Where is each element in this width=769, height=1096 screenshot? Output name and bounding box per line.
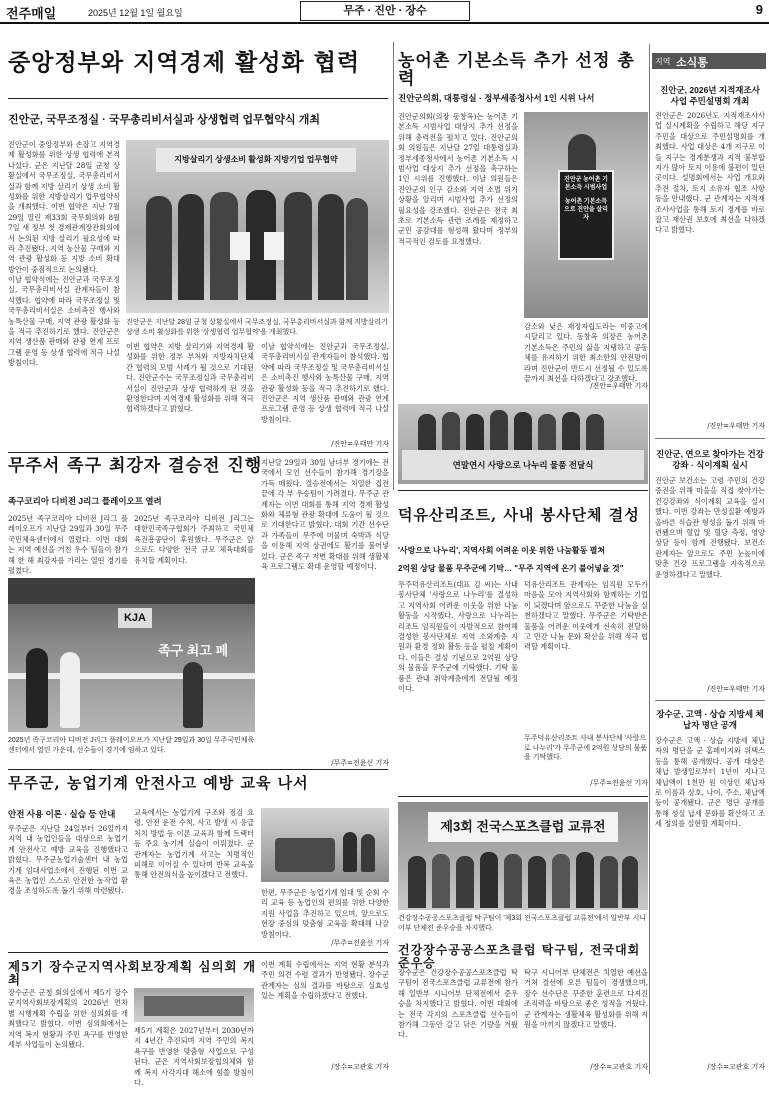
sidebar-tag: 지역 (655, 57, 671, 66)
sports-club-photo (398, 802, 648, 910)
safety-subhead: 안전 사용 이론 · 실습 등 안내 (8, 809, 116, 819)
safety-headline: 무주군, 농업기계 안전사고 예방 교육 나서 (8, 774, 309, 792)
resort-caption: 무주덕유산리조트 사내 봉사단체 '사랑으로 나누리'가 무주군에 2억원 상당의 물품을 기탁했다. (524, 735, 648, 761)
sports-club-banner: 제3회 전국스포츠클럽 교류전 (428, 812, 618, 842)
resort-banner: 연말연시 사랑으로 나누리 물품 전달식 (402, 450, 644, 480)
section-label: 무주 · 진안 · 장수 (300, 1, 470, 21)
main-headline: 중앙정부와 지역경제 활성화 협력 (8, 49, 361, 76)
main-body-col4: 이날 협약식에는 진안군과 국무조정실, 국무총리비서실 관계자들이 참석했다. 협약에 따라 국무조정실 및 국무총리비서실은 소비촉진 행사와 농특산물 구매, 지역 관광 활성화 등을 적극 추진하기로 했다. 진안군은 지역 생산품 판매와 관광 연계 프로그램 운영 등 상생 협력에 적극 나설 방침이다. (261, 342, 389, 424)
divider (655, 438, 765, 439)
column-divider (393, 42, 394, 490)
basic-income-subhead: 진안군의회, 대통령실 · 정부세종청사서 1인 시위 나서 (398, 93, 595, 103)
placard-text-1: 진안군 농어촌 기본소득 시범사업 (564, 177, 608, 191)
basic-income-body: 진안군의회(의장 동창옥)는 농어촌 기본소득 시범사업 대상지 추가 선정을 위해 총력전을 펼치고 있다. 진안군의회 의원들은 지난달 27일 대통령실과 정부세종청사에서 농어촌 기본소득 시범사업 대상지 추가 선정을 촉구하는 1인 시위를 진행했다. 이날 의원들은 진안군의 인구 감소와 지역 소멸 위기 상황을 알리며 시범사업 추가 선정의 필요성을 강조했다. 진안군은 전국 최초로 기본소득 관련 조례를 제정하고 군민 공감대를 형성해 왔다며 정부의 적극적인 검토를 요청했다. (398, 112, 518, 246)
banner-text: 지방살리기 상생소비 활성화 지방기업 업무협약 (156, 148, 356, 172)
newspaper-name: 전주매일 (6, 6, 57, 21)
main-photo-caption: 진안군은 지난달 28일 군청 상황실에서 국무조정실, 국무총리비서실과 함께 지방살리기 상생 소비 활성화를 위한 '상생협력 업무협약'을 개최했다. (126, 319, 388, 336)
court-banner: 족구 최고 페 (157, 643, 228, 658)
archive-byline: /장수=고관호 기자 (331, 1063, 389, 1071)
issue-date: 2025년 12월 1일 월요일 (88, 8, 183, 18)
divider (8, 769, 388, 770)
sidebar-item-2-body: 진안군 보건소는 고령 주민의 건강 증진을 위해 마을을 직접 찾아가는 건강강좌와 식이계획 교육을 실시했다. 이번 강좌는 만성질환 예방과 올바른 식습관 형성을 돕기 위해 마련됐으며 혈압 및 혈당 측정, 영양 상담 등이 함께 진행됐다. 보건소 관계자는 앞으로도 주민 눈높이에 맞춘 건강 프로그램을 지속적으로 운영하겠다고 말했다. (655, 476, 765, 579)
divider (655, 700, 765, 701)
resort-subhead-2: 2억원 상당 물품 무주군에 기탁… "무주 지역에 온기 불어넣을 것" (398, 564, 624, 573)
divider (8, 452, 388, 453)
foot-volley-subhead: 족구코리아 디비전 J리그 플레이오프 열려 (8, 496, 162, 506)
sports-club-byline: /장수=고관호 기자 (590, 1063, 648, 1071)
person-figure (343, 832, 357, 872)
archive-body-col3: 이번 계획 수립에서는 지역 현황 분석과 주민 의견 수렴 결과가 반영됐다. 장수군 관계자는 심의 결과를 바탕으로 실효성 있는 계획을 수립하겠다고 전했다. (261, 960, 389, 1001)
safety-byline: /무주=전윤선 기자 (331, 939, 389, 947)
group-people (408, 850, 638, 908)
player-figure (60, 652, 80, 728)
sidebar-item-3-byline: /장수=고관호 기자 (707, 1063, 765, 1071)
sports-club-headline: 건강장수공공스포츠클럽 탁구팀, 전국대회 준우승 (398, 943, 641, 970)
resort-photo (398, 404, 648, 484)
resort-body-2: 덕유산리조트 관계자는 임직원 모두가 마음을 모아 지역사회와 함께하는 기업이 되겠다며 앞으로도 꾸준한 나눔을 실천하겠다고 말했다. 무주군은 기탁받은 물품을 어려운 이웃에게 신속히 전달하고 민간 나눔 문화 확산을 위해 적극 협력할 계획이다. (524, 580, 648, 652)
sports-club-body: 장수군은 건강장수공공스포츠클럽 탁구팀이 전국스포츠클럽 교류전에 참가해 일반부 시니어부 단체전에서 준우승을 차지했다고 밝혔다. 이번 대회에는 전국 각지의 스포츠클럽 선수들이 참가해 그동안 갈고 닦은 기량을 겨뤘다. (398, 968, 518, 1040)
sidebar-item-3-headline: 장수군, 고액 · 상습 지방세 체납자 명단 공개 (656, 709, 764, 730)
main-article-photo (126, 140, 389, 313)
divider (8, 98, 388, 99)
sidebar-item-1-byline: /진안=우태만 기자 (707, 422, 765, 430)
sidebar-item-1-headline: 진안군, 2026년 지적재조사 사업 주민설명회 개최 (660, 85, 760, 106)
divider (398, 490, 648, 491)
sports-club-caption: 건강장수공공스포츠클럽 탁구팀이 '제3회 전국스포츠클럽 교류전'에서 일반부 시니어부 단체전 준우승을 차지했다. (398, 915, 647, 932)
placard-text-2: 농어촌 기본소득으로 진안을 살리자 (564, 199, 608, 221)
sidebar-item-1-body: 진안군은 2026년도 지적재조사사업 실시계획을 수립하고 해당 지구 주민을 대상으로 주민설명회를 개최했다. 사업 대상은 4개 지구로 이들 지구는 경계분쟁과 지적 불부합지가 많아 토지 이용에 불편이 있던 곳이다. 설명회에서는 사업 개요와 추진 절차, 토지 소유자 협조 사항 등을 안내했다. 군 관계자는 지적재조사사업을 통해 토지 경계를 바로잡고 재산권 보호에 최선을 다하겠다고 밝혔다. (655, 111, 765, 235)
foot-volley-headline: 무주서 족구 최강자 결승전 진행 (8, 456, 263, 476)
resort-body: 무주덕유산리조트(대표 김 씨)는 사내 봉사단체 '사랑으로 나누리'를 결성하고 지역사회 어려운 이웃을 위한 나눔 활동을 시작했다. 사랑으로 나누리는 리조트 임직원들이 자발적으로 참여해 결성한 봉사단체로 지역 소외계층 지원과 환경 정화 활동 등을 펼칠 계획이다. 이들은 결성 기념으로 2억원 상당의 물품을 무주군에 기탁했다. 기탁 물품은 관내 취약계층에게 전달될 예정이다. (398, 580, 518, 694)
player-figure (26, 648, 48, 728)
page-header (0, 0, 769, 24)
page-number: 9 (755, 2, 763, 17)
protest-photo (524, 112, 648, 318)
resort-subhead: '사랑으로 나누리', 지역사회 어려운 이웃 위한 나눔활동 펼쳐 (398, 546, 606, 555)
foot-volley-photo: KJA 족구 최고 페 (8, 578, 255, 732)
safety-body-col2: 교육에서는 농업기계 구조와 점검 요령, 안전 운전 수칙, 사고 발생 시 응급처치 방법 등 이론 교육과 함께 트랙터 등 주요 농기계 실습이 이뤄졌다. 군 관계자는 농업기계 사고는 치명적인 피해로 이어질 수 있다며 반복 교육을 통해 안전의식을 높이겠다고 전했다. (134, 808, 254, 880)
group-people (146, 180, 368, 300)
sidebar-title: 소식통 (676, 57, 708, 69)
foot-volley-caption: 2025년 족구코리아 디비전 J리그 플레이오프가 지난달 29일과 30일 무주국민체육센터에서 열린 가운데, 선수들이 경기에 임하고 있다. (8, 737, 255, 754)
tractor-shape (275, 838, 335, 872)
sidebar-item-2-headline: 진안군, 연으로 찾아가는 건강강좌 · 식이계획 실시 (656, 449, 764, 470)
safety-body-col1: 무주군은 지난달 24일부터 26일까지 지역 내 농업인들을 대상으로 농업기계 안전사고 예방 교육을 진행했다고 밝혔다. 무주군농업기술센터 내 농업기계 임대사업소에서 진행된 이번 교육은 농업인 스스로 안전한 농작업 환경을 조성하도록 돕기 위해 마련됐다. (8, 824, 128, 896)
basic-income-body-2: 감소와 낮은 재정자립도라는 이중고에 시달리고 있다. 동창옥 의장은 농어촌 기본소득은 주민의 삶을 지탱하고 공동체를 유지하기 위한 최소한의 안전망이라며 진안군이 반드시 선정될 수 있도록 끝까지 최선을 다하겠다고 강조했다. (524, 322, 648, 384)
foot-volley-body-col3: 지난달 29일과 30일 남녀부 경기에는 전국에서 모인 선수들이 참가해 경기장을 가득 메웠다. 결승전에서는 치열한 접전 끝에 각 부 우승팀이 가려졌다. 무주군 관계자는 이번 대회를 통해 지역 경제 활성화와 체류형 관광 확대에 도움이 될 것으로 기대한다고 밝혔다. 대회 기간 선수단과 가족들이 무주에 머물며 숙박과 식당을 이용해 지역 상권에도 활기를 불어넣었다. 군은 족구 저변 확대를 위해 생활체육 프로그램도 확대 운영할 예정이다. (261, 458, 389, 572)
archive-photo (134, 988, 254, 1022)
resort-byline: /무주=전윤선 기자 (590, 779, 648, 787)
basic-income-byline: /진안=우태만 기자 (590, 382, 648, 390)
foot-volley-byline: /무주=전윤선 기자 (331, 759, 389, 767)
sports-club-body-2: 탁구 시니어부 단체전은 치열한 예선을 거쳐 결선에 오른 팀들이 경쟁했으며, 장수 선수단은 꾸준한 훈련으로 다져진 조직력을 바탕으로 좋은 성적을 거뒀다. 군 관계자는 생활체육 활성화를 위해 지원을 아끼지 않겠다고 말했다. (524, 968, 648, 1030)
protest-placard (558, 170, 614, 260)
safety-body-col3: 한편, 무주군은 농업기계 임대 및 순회 수리 교육 등 농업인의 편의를 위한 다양한 지원 사업을 추진하고 있으며, 앞으로도 현장 중심의 맞춤형 교육을 확대해 나갈 방침이다. (261, 888, 389, 939)
basic-income-headline: 농어촌 기본소득 추가 선정 총력 (398, 51, 635, 89)
archive-headline: 제5기 장수군지역사회보장계획 심의회 개최 (8, 959, 257, 988)
archive-body-col1: 장수군은 군청 회의실에서 제5기 장수군지역사회보장계획의 2026년 연차별 시행계획 수립을 위한 심의회를 개최했다고 밝혔다. 이번 심의회에서는 지역 복지 현황과 주민 욕구를 반영한 세부 사업들이 논의됐다. (8, 988, 128, 1050)
sidebar-title-bar (652, 53, 766, 69)
main-body-col2: 이날 협약식에는 진안군과 국무조정실, 국무총리비서실 관계자들이 참석했다. 협약에 따라 국무조정실 및 국무총리비서실은 소비촉진 행사와 농특산물 구매, 지역 관광 활성화 등을 적극 추진하기로 했다. 진안군은 지역 생산품 판매와 관광 연계 프로그램 운영 등 상생 협력에 적극 나설 방침이다. (8, 275, 120, 368)
main-byline: /진안=우태만 기자 (331, 440, 389, 448)
archive-body-col2: 제5기 계획은 2027년부터 2030년까지 4년간 추진되며 지역 주민의 복지 욕구를 반영한 맞춤형 사업으로 구성된다. 군은 지역사회보장협의체와 함께 복지 사각지대 해소에 힘쓸 방침이다. (134, 1026, 254, 1088)
sidebar-item-3-body: 장수군은 고액 · 상습 지방세 체납자의 명단을 군 홈페이지와 위택스 등을 통해 공개했다. 공개 대상은 체납 발생일로부터 1년이 지나고 체납액이 1천만 원 이상인 체납자로 이름과 상호, 나이, 주소, 체납액 등이 공개됐다. 군은 명단 공개를 통해 성실 납세 문화를 확산하고 조세 정의를 실현할 계획이다. (655, 736, 765, 829)
divider (8, 952, 388, 953)
sidebar-item-2-byline: /진안=우태만 기자 (707, 685, 765, 693)
safety-photo (261, 808, 389, 882)
person-figure (568, 134, 596, 174)
resort-headline: 덕유산리조트, 사내 봉사단체 결성 (398, 506, 640, 524)
main-body-col1: 진안군이 중앙정부와 손잡고 지역경제 활성화를 위한 상생 협력에 본격 나섰다. 군은 지난달 28일 군청 상황실에서 국무조정실, 국무총리비서실과 함께 지방 살리기 상생 소비 활성화를 위한 지방살리기 업무협약식을 개최했다. 이번 협약은 지난 7월 29일 열린 제33회 국무회의와 8월 7일 새 정부 첫 경제관계장관회의에서 논의된 지방 살리기 필요성에 따라 추진됐다. 지역 농산물 구매와 지역 관광 활성화 등 지방 소비 확대 방안이 중점적으로 논의됐다. (8, 140, 120, 274)
divider (398, 796, 648, 797)
main-subhead: 진안군, 국무조정실 · 국무총리비서실과 상생협력 업무협약식 개최 (8, 114, 320, 126)
spacer (398, 486, 648, 487)
player-figure (183, 662, 203, 728)
foot-volley-body-col1: 2025년 족구코리아 디비전 J리그 플레이오프가 지난달 29일과 30일 무주 국민체육센터에서 열렸다. 이번 대회는 지역 예선을 거친 우수 팀들이 참가해 한 해 최강자를 가리는 열띤 경기를 펼쳤다. (8, 514, 128, 576)
main-body-col3: 이번 협약은 지방 살리기와 지역경제 활성화를 위한 정부 부처와 지방자치단체 간 협력의 모범 사례가 될 것으로 기대된다. 진안군수는 국무조정실과 국무총리비서실이 진안군과 상생 협력하게 된 것을 환영한다며 지역경제 활성화를 위해 적극 협력하겠다고 밝혔다. (126, 342, 254, 414)
person-figure (361, 834, 375, 872)
group-people (418, 410, 628, 450)
foot-volley-body-col2: 2025년 족구코리아 디비전 J리그는 대한민국족구협회가 주최하고 국민체육진흥공단이 후원했다. 무주군은 앞으로도 다양한 전국 규모 체육대회를 유치할 계획이다. (134, 514, 254, 565)
